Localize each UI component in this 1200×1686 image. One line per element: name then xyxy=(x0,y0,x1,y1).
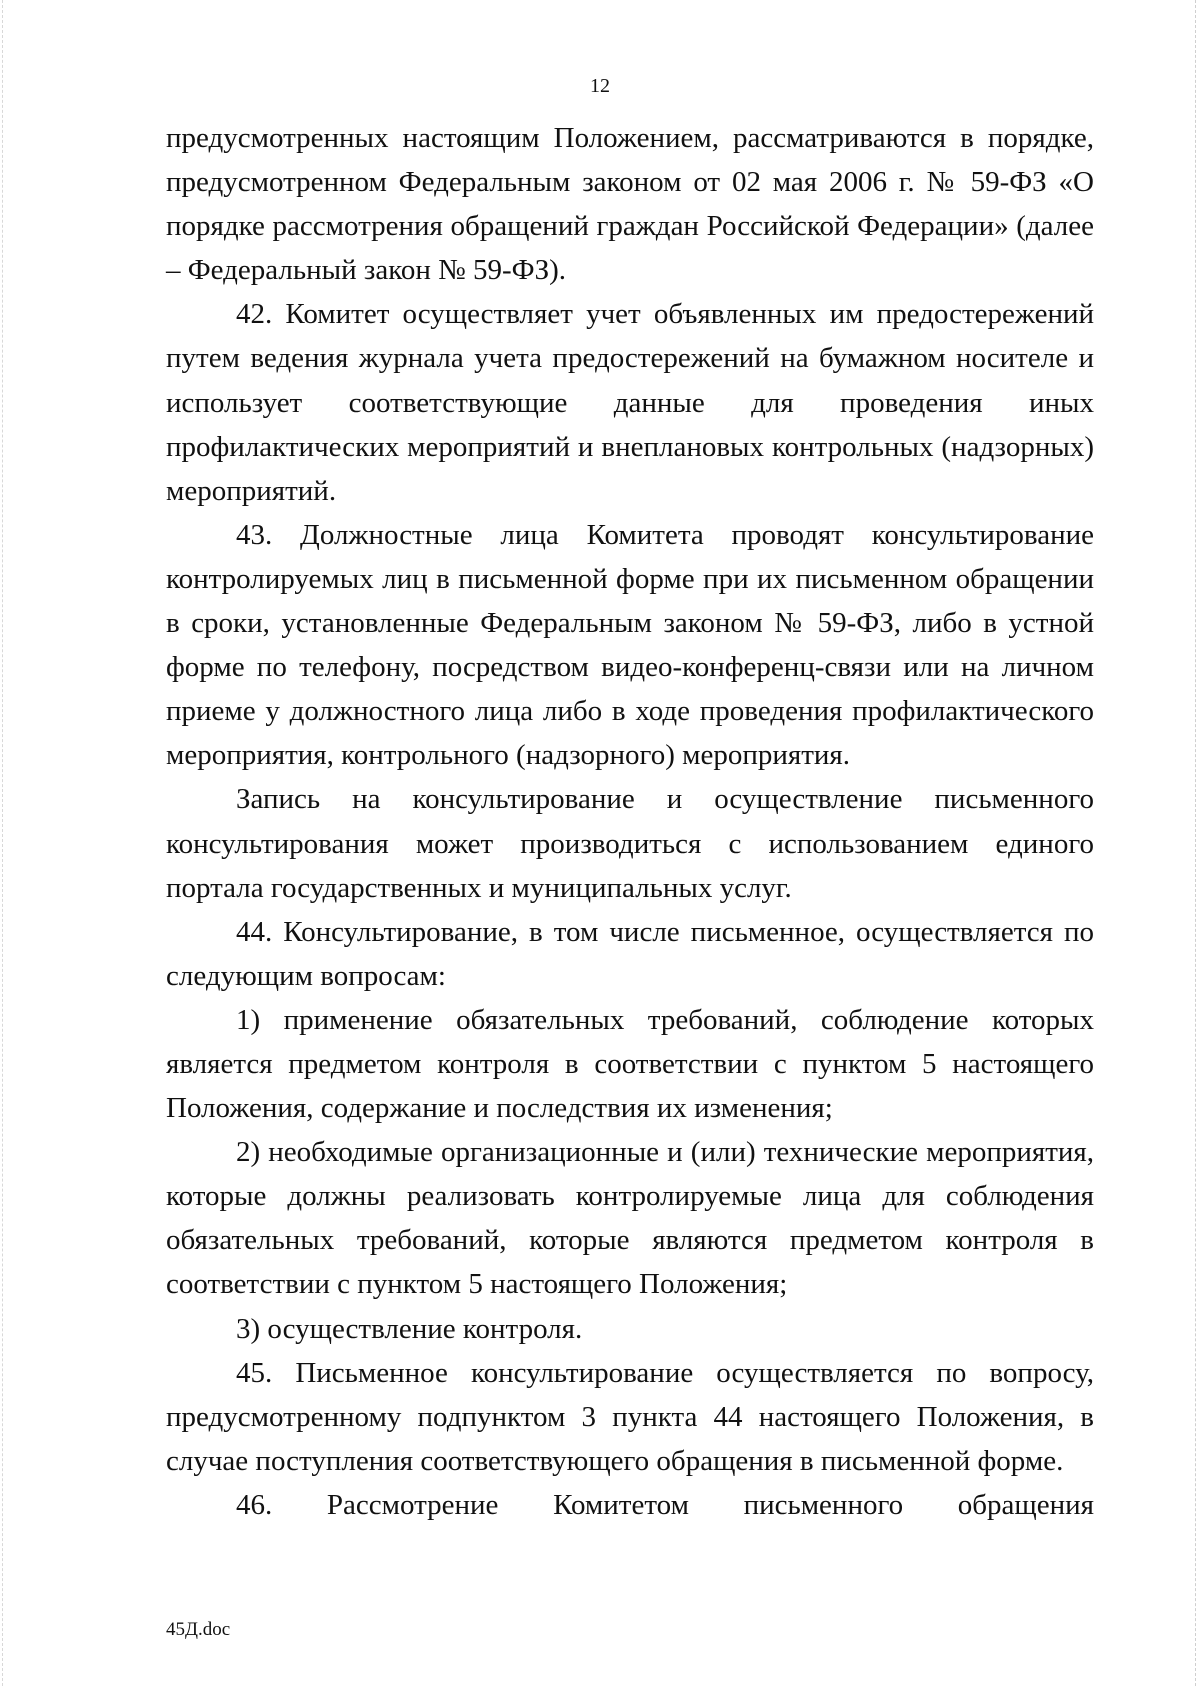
list-item-1: 1) применение обязательных требований, соблюдение которых является предметом контроля в соответствии с пунктом 5 настоящего Положения, содержание и последствия их изменения; xyxy=(166,1003,1094,1125)
page-number: 12 xyxy=(590,75,610,97)
paragraph-consultation-record: Запись на консультирование и осуществление письменного консультирования может производиться с использованием единого портала государственных и муниципальных услуг. xyxy=(166,783,1094,904)
paragraph-45: 45. Письменное консультирование осуществляется по вопросу, предусмотренному подпунктом 3 пункта 44 настоящего Положения, в случае поступления соответствующего обращения в письменной форме. xyxy=(166,1356,1094,1477)
list-item-2: 2) необходимые организационные и (или) технические мероприятия, которые должны реализовать контролируемые лица для соблюдения обязательных требований, которые являются предметом контроля в соответствии с пунктом 5 настоящего Положения; xyxy=(166,1136,1094,1301)
paragraph-42: 42. Комитет осуществляет учет объявленных им предостережений путем ведения журнала учета предостережений на бумажном носителе и использует соответствующие данные для проведения иных профилактических мероприятий и внеплановых контрольных (надзорных) мероприятий. xyxy=(166,298,1094,507)
paragraph-43: 43. Должностные лица Комитета проводят консультирование контролируемых лиц в письменной форме при их письменном обращении в сроки, установленные Федеральным законом № 59-ФЗ, либо в устной форме по телефону, посредством видео-конференц-связи или на личном приеме у должностного лица либо в ходе проведения профилактического мероприятия, контрольного (надзорного) мероприятия. xyxy=(166,518,1094,772)
document-body xyxy=(166,116,1094,1527)
paragraph-46: 46. Рассмотрение Комитетом письменного обращения xyxy=(236,1488,1094,1521)
list-item-3: 3) осуществление контроля. xyxy=(236,1312,583,1345)
scan-edge-right xyxy=(1193,0,1196,1686)
paragraph-44: 44. Консультирование, в том числе письменное, осуществляется по следующим вопросам: xyxy=(166,915,1094,992)
scan-edge-left xyxy=(2,0,5,1686)
footer-filename: 45Д.doc xyxy=(166,1619,231,1640)
paragraph-continuation: предусмотренных настоящим Положением, рассматриваются в порядке, предусмотренном Федеральным законом от 02 мая 2006 г. № 59-ФЗ «О порядке рассмотрения обращений граждан Российской Федерации» (далее – Федеральный закон № 59-ФЗ). xyxy=(166,122,1094,287)
